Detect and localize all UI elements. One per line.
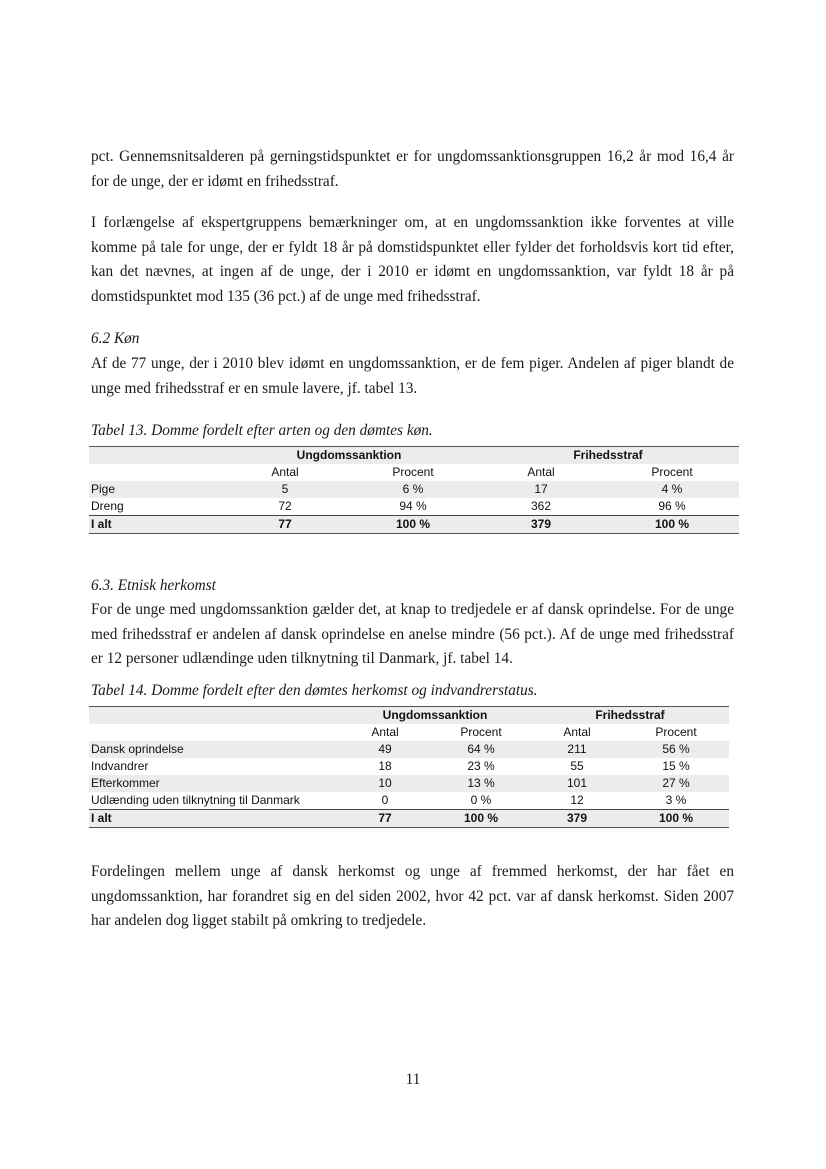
table-cell: 0 (381, 793, 389, 807)
table-cell: 379 (477, 516, 605, 534)
table13-subheader: Procent (651, 465, 693, 479)
total-label: I alt (89, 516, 221, 534)
table-cell: 0 % (470, 793, 492, 807)
table-cell: 6 % (402, 482, 424, 496)
table-cell: 12 (570, 793, 584, 807)
table-cell: 17 (534, 482, 548, 496)
table-cell: 96 % (658, 499, 686, 513)
row-label: Udlænding uden tilknytning til Danmark (91, 793, 300, 807)
table-cell: 94 % (399, 499, 427, 513)
table14-group-frihedsstraf: Frihedsstraf (531, 707, 729, 725)
table14-subheader: Antal (563, 725, 591, 739)
section-heading-etnisk: 6.3. Etnisk herkomst (91, 577, 216, 594)
table13-subheader: Antal (271, 465, 299, 479)
paragraph-gender: Af de 77 unge, der i 2010 blev idømt en ungdomssanktion, er de fem piger. Andelen af piger blandt de unge med frihedsstraf er en smule lavere, jf. tabel 13. (91, 355, 734, 397)
paragraph-ethnicity: For de unge med ungdomssanktion gælder det, at knap to tredjedele er af dansk oprindelse. For de unge med frihedsstraf er andelen af dansk oprindelse en anelse mindre (56 pct.). Af de unge med frihedsstraf er 12 personer udlændinge uden tilknytning til Danmark, jf. tabel 14. (91, 601, 734, 667)
section-heading-kon: 6.2 Køn (91, 330, 140, 347)
table-cell: 100 % (431, 810, 531, 828)
table-row (89, 481, 739, 498)
table-row (89, 741, 729, 758)
row-label: Dansk oprindelse (91, 742, 184, 756)
table-cell: 5 (281, 482, 289, 496)
table-cell: 55 (570, 759, 584, 773)
table-total-row (89, 810, 729, 828)
row-label: Pige (91, 482, 116, 496)
table-cell: 101 (566, 776, 588, 790)
table13-subheader: Procent (392, 465, 434, 479)
table-cell: 72 (278, 499, 292, 513)
table-cell: 15 % (662, 759, 690, 773)
table14-corner (89, 707, 339, 725)
table-cell: 18 (378, 759, 392, 773)
table-cell: 211 (567, 742, 587, 756)
table-cell: 3 % (665, 793, 687, 807)
table-cell: 77 (221, 516, 349, 534)
table-cell: 13 % (467, 776, 495, 790)
table13-caption: Tabel 13. Domme fordelt efter arten og den dømtes køn. (91, 422, 433, 439)
table-13 (89, 446, 739, 534)
table-cell: 100 % (623, 810, 729, 828)
paragraph-age: pct. Gennemsnitsalderen på gerningstidspunktet er for ungdomssanktionsgruppen 16,2 år mod 16,4 år for de unge, der er idømt en frihedsstraf. (91, 148, 734, 190)
table-total-row (89, 516, 739, 534)
table13-group-ungdomssanktion: Ungdomssanktion (221, 447, 477, 465)
table-cell: 4 % (661, 482, 683, 496)
table-cell: 100 % (349, 516, 477, 534)
table-cell: 56 % (662, 742, 690, 756)
table14-group-ungdomssanktion: Ungdomssanktion (339, 707, 531, 725)
row-label: Dreng (91, 499, 124, 513)
table-cell: 362 (530, 499, 552, 513)
paragraph-trend: Fordelingen mellem unge af dansk herkomst og unge af fremmed herkomst, der har fået en ungdomssanktion, har forandret sig en del siden 2002, hvor 42 pct. var af dansk herkomst. Siden 2007 har andelen dog ligget stabilt på omkring to tredjedele. (91, 863, 734, 929)
table-cell: 64 % (467, 742, 495, 756)
table-row (89, 792, 729, 810)
table-row (89, 758, 729, 775)
paragraph-expert-group: I forlængelse af ekspertgruppens bemærkninger om, at en ungdomssanktion ikke forventes at ville komme på tale for unge, der er fyldt 18 år på domstidspunktet eller fylder det forholdsvis kort tid efter, kan det nævnes, at ingen af de unge, der i 2010 er idømt en ungdomssanktion, var fyldt 18 år på domstidspunktet mod 135 (36 pct.) af de unge med frihedsstraf. (91, 214, 734, 305)
table13-group-frihedsstraf: Frihedsstraf (477, 447, 739, 465)
total-label: I alt (89, 810, 339, 828)
table14-subheader: Procent (655, 725, 697, 739)
table-cell: 77 (339, 810, 431, 828)
row-label: Efterkommer (91, 776, 160, 790)
table13-subheader: Antal (527, 465, 555, 479)
table-row (89, 775, 729, 792)
table-14 (89, 706, 729, 828)
table14-subheader: Procent (460, 725, 502, 739)
table14-caption: Tabel 14. Domme fordelt efter den dømtes herkomst og indvandrerstatus. (91, 682, 538, 699)
table-cell: 379 (531, 810, 623, 828)
table-row (89, 498, 739, 516)
table-cell: 49 (378, 742, 392, 756)
table13-corner (89, 447, 221, 465)
table-cell: 23 % (467, 759, 495, 773)
table-cell: 10 (378, 776, 392, 790)
page-number: 11 (405, 1071, 421, 1088)
table14-subheader: Antal (371, 725, 399, 739)
table-cell: 27 % (662, 776, 690, 790)
row-label: Indvandrer (91, 759, 149, 773)
table-cell: 100 % (605, 516, 739, 534)
